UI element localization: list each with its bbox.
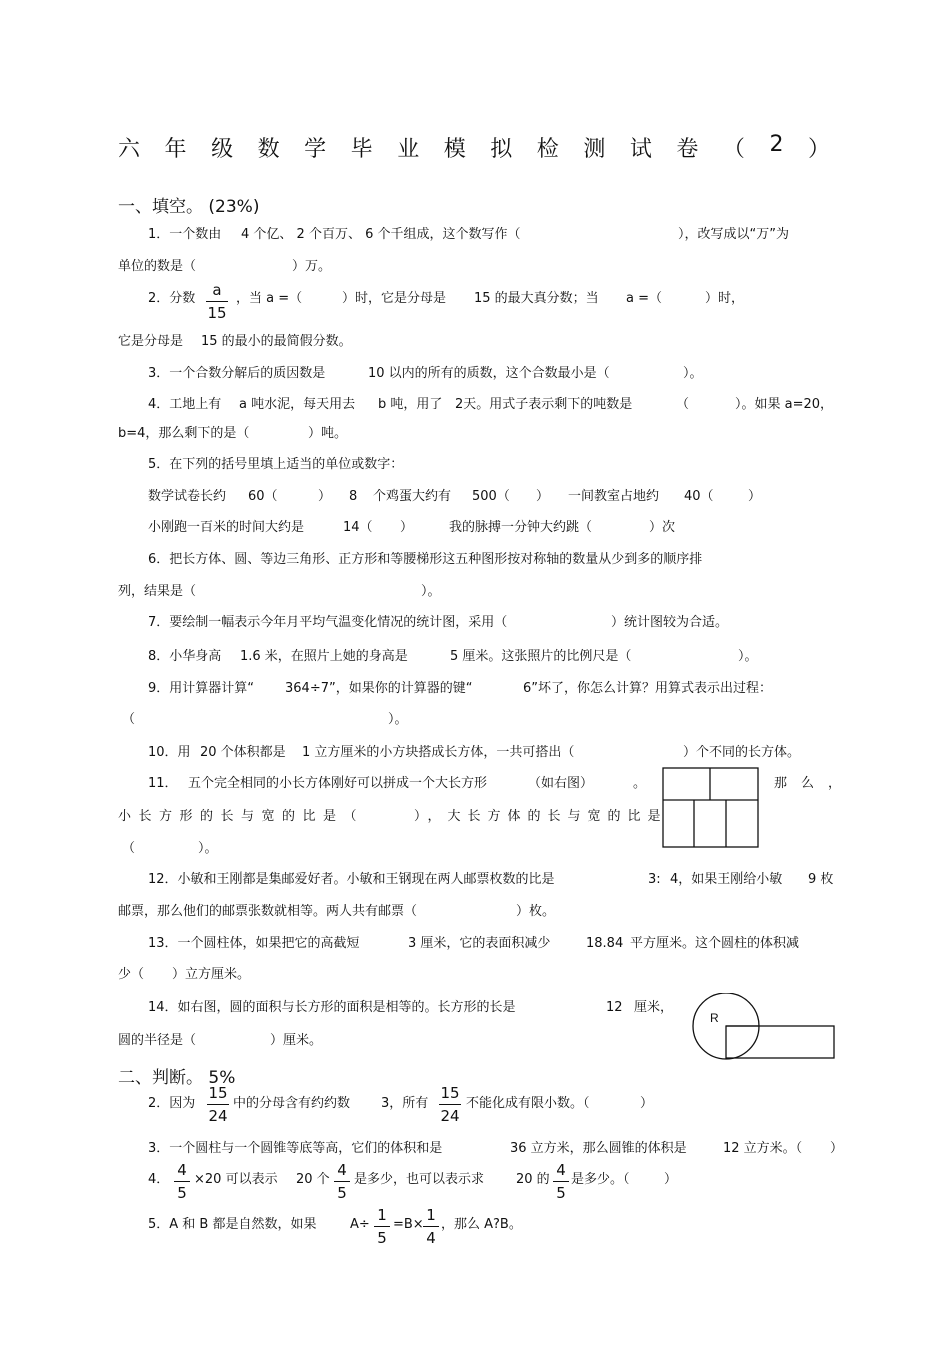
q12-line2-b: ）枚。 xyxy=(516,904,556,919)
section-2-heading: 二、判断。 5% xyxy=(118,1068,236,1088)
q11-line2-b: ），大长方体的长与宽的比是 xyxy=(414,809,668,824)
q11-b: 五个完全相同的小长方体刚好可以拼成一个大长方形 xyxy=(188,776,488,791)
fraction-bar xyxy=(439,1104,461,1105)
q11-e: 那么， xyxy=(774,776,856,791)
q13-d: 平方厘米。这个圆柱的体积减 xyxy=(630,936,800,951)
j4-fraction-2 xyxy=(334,1160,350,1203)
q1-line1-a: 1．一个数由 xyxy=(148,227,222,242)
j2-den-2: 24 xyxy=(440,1107,460,1125)
q5-r2c: ） xyxy=(400,520,414,535)
fraction-bar xyxy=(374,1226,390,1227)
q13-line2-b: ）立方厘米。 xyxy=(172,967,251,982)
q2-c: ）时，它是分母是 xyxy=(342,291,447,306)
q9-c: 6”坏了，你怎么计算？用算式表示出过程： xyxy=(523,681,773,696)
q2-numerator: a xyxy=(212,281,222,299)
q13-b: 3 厘米，它的表面积减少 xyxy=(408,936,551,951)
j4-e: 20 的 xyxy=(516,1172,550,1187)
q4-e: （ xyxy=(676,397,690,412)
j2-d: 不能化成有限小数。（ xyxy=(466,1096,590,1111)
q13-a: 13．一个圆柱体，如果把它的高截短 xyxy=(148,936,360,951)
q13-line2-a: 少（ xyxy=(118,967,145,982)
q14-a: 14．如右图，圆的面积与长方形的面积是相等的。长方形的长是 xyxy=(148,1000,516,1015)
q12-b: 3: xyxy=(648,872,661,887)
q1-line2-a: 单位的数是（ xyxy=(118,259,197,274)
j4-fraction-1 xyxy=(174,1160,190,1203)
q5-r2e: ）次 xyxy=(649,520,676,535)
j4-g: ） xyxy=(664,1172,678,1187)
q4-line2-a: b=4，那么剩下的是（ xyxy=(118,426,250,441)
q14-c: 厘米， xyxy=(634,1000,674,1015)
q4-b: a 吨水泥，每天用去 xyxy=(239,397,356,412)
j2-c: 3，所有 xyxy=(381,1096,429,1111)
j4-f: 是多少。（ xyxy=(571,1172,630,1187)
q14-b: 12 xyxy=(606,1000,623,1015)
q3-c: ）。 xyxy=(683,366,703,381)
q14-line2-a: 圆的半径是（ xyxy=(118,1033,197,1048)
fraction-bar xyxy=(206,301,228,302)
q4-c: b 吨，用了 xyxy=(378,397,443,412)
q12-d: 9 枚 xyxy=(808,872,834,887)
q5-r2a: 小刚跑一百米的时间大约是 xyxy=(148,520,305,535)
j2-e: ） xyxy=(640,1096,654,1111)
j5-a: 5．A 和 B 都是自然数，如果 xyxy=(148,1217,317,1232)
q11-line3-a: （ xyxy=(122,841,136,856)
j4-num-3: 4 xyxy=(556,1161,566,1179)
title-char: 检 xyxy=(536,137,559,162)
j5-b: A÷ xyxy=(350,1217,370,1232)
q5-r1i: 40（ xyxy=(684,489,714,504)
q4-line2-b: ）吨。 xyxy=(308,426,348,441)
q10-a: 10．用 xyxy=(148,745,191,760)
title-char: 卷 xyxy=(676,137,699,162)
j4-a: 4． xyxy=(148,1172,170,1187)
j4-den-2: 5 xyxy=(337,1184,347,1202)
q14-line2-b: ）厘米。 xyxy=(270,1033,323,1048)
title-char: （ xyxy=(722,137,745,162)
figure-rectangle xyxy=(726,1026,834,1058)
j4-num-1: 4 xyxy=(177,1161,187,1179)
j3-b: 36 立方米，那么圆锥的体积是 xyxy=(510,1141,687,1156)
rectangles-figure xyxy=(662,767,760,849)
section-1-heading: 一、填空。 (23%) xyxy=(118,197,260,217)
q3-a: 3．一个合数分解后的质因数是 xyxy=(148,366,326,381)
j4-c: 20 个 xyxy=(296,1172,330,1187)
j2-den-1: 24 xyxy=(208,1107,228,1125)
j4-den-1: 5 xyxy=(177,1184,187,1202)
q5-r2d: 我的脉搏一分钟大约跳（ xyxy=(449,520,593,535)
q10-d: ）个不同的长方体。 xyxy=(683,745,801,760)
q8-c: 5 厘米。这张照片的比例尺是（ xyxy=(450,649,632,664)
q2-line2-b: 15 的最小的最简假分数。 xyxy=(201,334,352,349)
q2-fraction xyxy=(206,280,228,323)
q2-e: a =（ xyxy=(626,291,662,306)
q9-b: 364÷7”，如果你的计算器的键“ xyxy=(285,681,473,696)
q2-a: 2．分数 xyxy=(148,291,196,306)
q12-a: 12．小敏和王刚都是集邮爱好者。小敏和王钢现在两人邮票枚数的比是 xyxy=(148,872,555,887)
q7-a: 7．要绘制一幅表示今年月平均气温变化情况的统计图，采用（ xyxy=(148,615,508,630)
q1-line2-b: ）万。 xyxy=(292,259,332,274)
j5-num-2: 1 xyxy=(426,1206,436,1224)
q12-c: 4，如果王刚给小敏 xyxy=(670,872,783,887)
fraction-bar xyxy=(334,1181,350,1182)
title-text xyxy=(118,132,830,163)
j2-fraction-2 xyxy=(439,1083,461,1126)
j3-d: ） xyxy=(830,1141,844,1156)
j4-den-3: 5 xyxy=(556,1184,566,1202)
circle-rectangle-figure xyxy=(690,993,838,1063)
q11-line3-b: ）。 xyxy=(198,841,218,856)
q5-r1h: 一间教室占地约 xyxy=(568,489,660,504)
title-char: 业 xyxy=(397,137,420,162)
q10-b: 20 个体积都是 xyxy=(200,745,286,760)
j5-d: ，那么 A?B。 xyxy=(441,1217,522,1232)
q2-b: ，当 a =（ xyxy=(236,291,303,306)
j5-fraction-2 xyxy=(423,1205,439,1248)
j2-num-2: 15 xyxy=(440,1084,460,1102)
q4-d: 2天。用式子表示剩下的吨数是 xyxy=(455,397,633,412)
q2-line2-a: 它是分母是 xyxy=(118,334,184,349)
q2-d: 15 的最大真分数；当 xyxy=(474,291,599,306)
q1-line1-b: 4 个亿、 2 个百万、 6 个千组成，这个数写作（ xyxy=(241,227,521,242)
j5-den-1: 5 xyxy=(377,1229,387,1247)
title-char: 测 xyxy=(583,137,606,162)
title-char: 数 xyxy=(257,137,280,162)
q8-a: 8．小华身高 xyxy=(148,649,222,664)
title-char: 拟 xyxy=(490,137,513,162)
q5-r2b: 14（ xyxy=(343,520,373,535)
q11-d: 。 xyxy=(633,776,647,791)
j3-c: 12 立方米。（ xyxy=(723,1141,803,1156)
q4-a: 4．工地上有 xyxy=(148,397,222,412)
q6-line2-a: 列，结果是（ xyxy=(118,584,197,599)
j2-fraction-1 xyxy=(207,1083,229,1126)
j5-fraction-1 xyxy=(374,1205,390,1248)
q2-denominator: 15 xyxy=(207,304,227,322)
title-char: 六 xyxy=(118,137,141,162)
j5-c: =B× xyxy=(393,1217,424,1232)
q5-r1g: ） xyxy=(536,489,550,504)
j4-num-2: 4 xyxy=(337,1161,347,1179)
fraction-bar xyxy=(553,1181,569,1182)
title-char: 年 xyxy=(164,137,187,162)
q5-r1b: 60（ xyxy=(248,489,278,504)
q4-f: ）。如果 a=20， xyxy=(735,397,834,412)
q8-b: 1.6 米，在照片上她的身高是 xyxy=(240,649,408,664)
q1-line1-c: ），改写成以“万”为 xyxy=(678,227,789,242)
q11-line2-a: 小长方形的长与宽的比是（ xyxy=(118,809,365,824)
q8-d: ）。 xyxy=(738,649,758,664)
title-char: 试 xyxy=(629,137,652,162)
q3-b: 10 以内的所有的质数，这个合数最小是（ xyxy=(368,366,610,381)
j4-d: 是多少，也可以表示求 xyxy=(354,1172,485,1187)
q7-b: ）统计图较为合适。 xyxy=(611,615,729,630)
fraction-bar xyxy=(174,1181,190,1182)
j4-b: ×20 可以表示 xyxy=(194,1172,278,1187)
q6-a: 6．把长方体、圆、等边三角形、正方形和等腰梯形这五种图形按对称轴的数量从少到多的顺序排 xyxy=(148,552,703,567)
q9-line2-a: （ xyxy=(122,712,136,727)
j5-den-2: 4 xyxy=(426,1229,436,1247)
j4-fraction-3 xyxy=(553,1160,569,1203)
title-char: 级 xyxy=(211,137,234,162)
q5-r1f: 500（ xyxy=(472,489,510,504)
fraction-bar xyxy=(207,1104,229,1105)
q10-c: 1 立方厘米的小方块搭成长方体，一共可搭出（ xyxy=(302,745,575,760)
q5-r1a: 数学试卷长约 xyxy=(148,489,227,504)
q9-a: 9．用计算器计算“ xyxy=(148,681,255,696)
q9-line2-b: ）。 xyxy=(388,712,408,727)
q5-r1j: ） xyxy=(748,489,762,504)
radius-label: R xyxy=(710,1011,719,1025)
j2-a: 2．因为 xyxy=(148,1096,196,1111)
title-char: 学 xyxy=(304,137,327,162)
q12-line2-a: 邮票，那么他们的邮票张数就相等。两人共有邮票（ xyxy=(118,904,418,919)
fraction-bar xyxy=(423,1226,439,1227)
q5-r1d: 8 xyxy=(349,489,358,504)
title-char: 模 xyxy=(443,137,466,162)
q2-f: ）时， xyxy=(705,291,745,306)
j2-num-1: 15 xyxy=(208,1084,228,1102)
j5-num-1: 1 xyxy=(377,1206,387,1224)
title-char: ） xyxy=(807,137,830,162)
q11-a: 11． xyxy=(148,776,178,791)
q5-r1e: 个鸡蛋大约有 xyxy=(373,489,452,504)
q5-a: 5．在下列的括号里填上适当的单位或数字： xyxy=(148,457,404,472)
j2-b: 中的分母含有约约数 xyxy=(233,1096,351,1111)
title-char: 2 xyxy=(769,132,784,157)
q11-c: （如右图） xyxy=(528,776,594,791)
q5-r1c: ） xyxy=(318,489,332,504)
q6-line2-b: ）。 xyxy=(421,584,441,599)
q13-c: 18.84 xyxy=(586,936,624,951)
page-title xyxy=(118,132,830,163)
title-char: 毕 xyxy=(350,137,373,162)
j3-a: 3．一个圆柱与一个圆锥等底等高，它们的体积和是 xyxy=(148,1141,443,1156)
